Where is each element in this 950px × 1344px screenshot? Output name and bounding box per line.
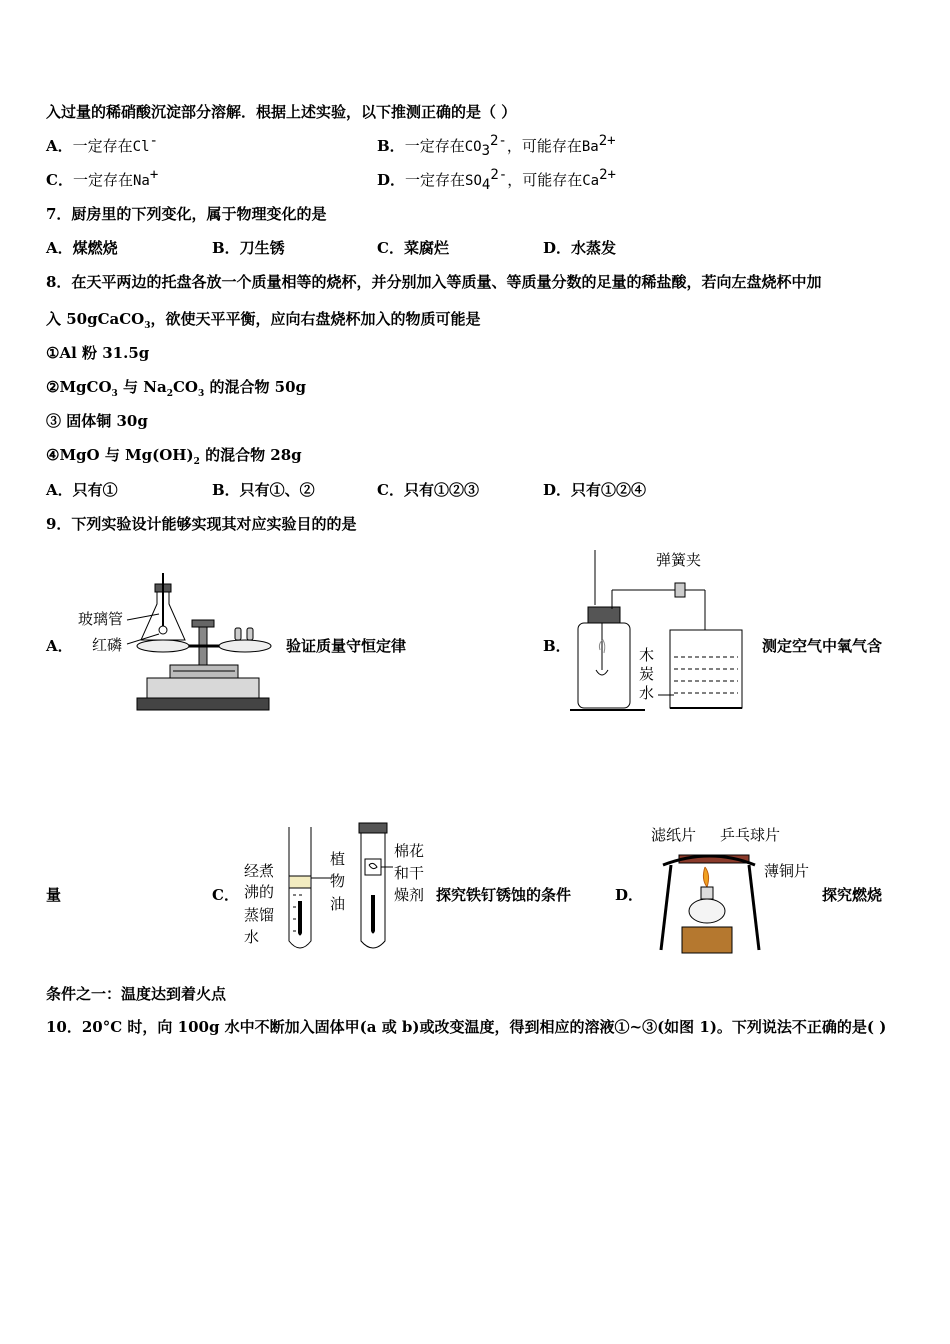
- q7-stem: 7．厨房里的下列变化，属于物理变化的是: [46, 205, 327, 223]
- label-cotton-2: 和干: [394, 864, 425, 882]
- label-boiled-4: 水: [244, 928, 260, 946]
- label-glass-tube: 玻璃管: [78, 610, 124, 628]
- combustion-diagram: [655, 845, 765, 957]
- q6-option-b: B．一定存在$CO_3^{2-}$，可能存在$Ba^{2+}$: [377, 133, 616, 159]
- label-cotton-3: 燥剂: [394, 886, 425, 904]
- q8-stem-line2: 入 50gCaCO$_3$，欲使天平平衡，应向右盘烧杯加入的物质可能是: [46, 310, 481, 331]
- q8-option-d: D．只有①②④: [543, 481, 647, 499]
- label-filter-paper: 滤纸片: [651, 826, 697, 844]
- q9-d-caption-cont: 条件之一：温度达到着火点: [46, 985, 227, 1003]
- q8-item-2: ②MgCO$_3$ 与 $Na_2CO_3$ 的混合物 50g: [46, 378, 307, 399]
- q9-d-caption: 探究燃烧: [822, 886, 883, 904]
- q9-b-letter: B．: [543, 637, 571, 655]
- q8-item-4: ④MgO 与 $Mg(OH)_2$ 的混合物 28g: [46, 446, 302, 467]
- label-oil-1: 植: [330, 850, 346, 868]
- label-water: 水: [639, 684, 655, 702]
- q8-option-a: A．只有①: [46, 481, 118, 499]
- label-charcoal-1: 木: [639, 646, 655, 664]
- q8-stem-line1: 8．在天平两边的托盘各放一个质量相等的烧杯，并分别加入等质量、等质量分数的足量的稀盐酸，若向左盘烧杯中加: [46, 273, 822, 291]
- q7-option-d: D．水蒸发: [543, 239, 617, 257]
- q9-d-letter: D．: [615, 886, 644, 904]
- q6-option-d: D．一定存在$SO_4^{2-}$，可能存在$Ca^{2+}$: [377, 167, 616, 193]
- q9-b-caption-cont: 量: [46, 886, 62, 904]
- label-red-phosphorus: 红磷: [92, 636, 123, 654]
- q7-option-c: C．菜腐烂: [377, 239, 449, 257]
- label-pingpong: 乒乓球片: [720, 826, 781, 844]
- q9-stem: 9．下列实验设计能够实现其对应实验目的的是: [46, 515, 357, 533]
- label-boiled-3: 蒸馏: [244, 906, 275, 924]
- q9-c-caption: 探究铁钉锈蚀的条件: [436, 886, 572, 904]
- label-oil-3: 油: [330, 895, 346, 913]
- label-cotton-1: 棉花: [394, 842, 425, 860]
- q9-a-letter: A．: [46, 637, 73, 655]
- label-boiled-1: 经煮: [244, 862, 275, 880]
- q9-c-letter: C．: [212, 886, 239, 904]
- label-oil-2: 物: [330, 872, 346, 890]
- label-copper-sheet: 薄铜片: [764, 862, 810, 880]
- q9-b-caption: 测定空气中氧气含: [762, 637, 883, 655]
- q7-option-b: B．刀生锈: [212, 239, 285, 257]
- q7-option-a: A．煤燃烧: [46, 239, 118, 257]
- label-charcoal-2: 炭: [639, 665, 655, 683]
- q10-stem: 10．20°C 时，向 100g 水中不断加入固体甲(a 或 b)或改变温度，得到相应的溶液①~③(如图 1)。下列说法不正确的是( ): [46, 1018, 887, 1036]
- oxygen-apparatus-diagram: [570, 545, 750, 715]
- q6-stem-tail: 入过量的稀硝酸沉淀部分溶解．根据上述实验，以下推测正确的是（ ）: [46, 103, 517, 121]
- q8-option-b: B．只有①、②: [212, 481, 315, 499]
- q9-a-caption: 验证质量守恒定律: [286, 637, 407, 655]
- q8-item-1: ①Al 粉 31.5g: [46, 344, 150, 362]
- label-boiled-2: 沸的: [244, 883, 275, 901]
- q6-option-a: A．一定存在Cl-: [46, 133, 158, 155]
- q6-option-c: C．一定存在Na+: [46, 167, 159, 189]
- label-spring-clip: 弹簧夹: [656, 551, 702, 569]
- q8-item-3: ③ 固体铜 30g: [46, 412, 148, 430]
- q8-option-c: C．只有①②③: [377, 481, 479, 499]
